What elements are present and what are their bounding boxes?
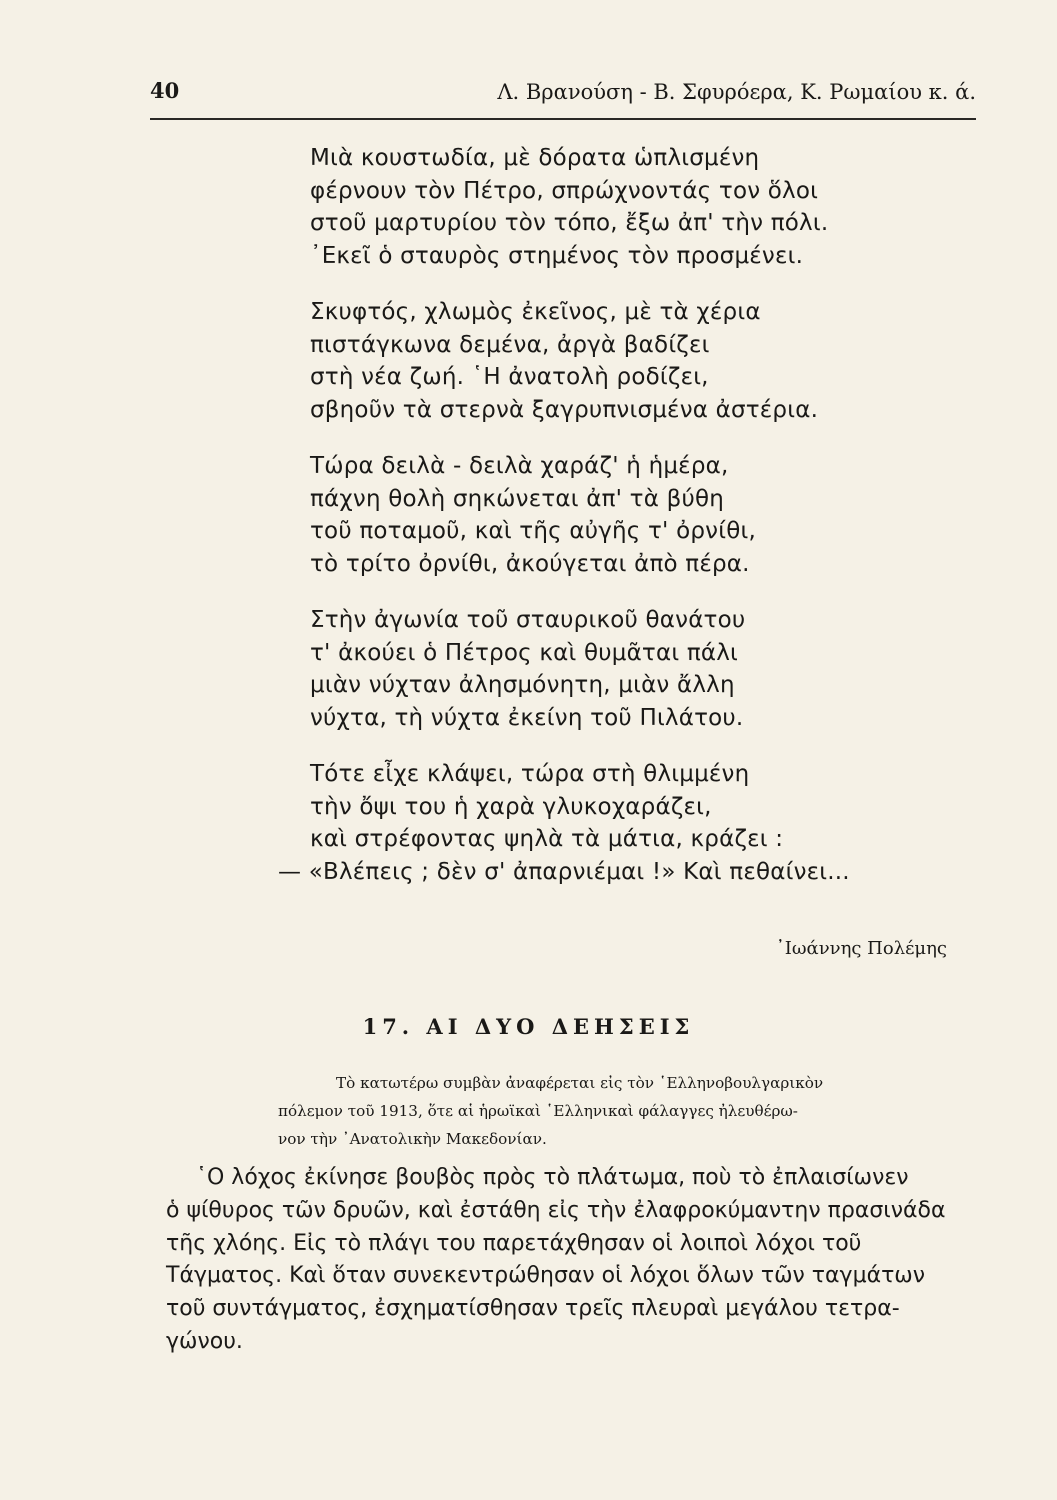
poem-line: — «Βλέπεις ; δὲν σ' ἀπαρνιέμαι !» Καὶ πεθαίνει... bbox=[278, 858, 850, 885]
stanza bbox=[278, 758, 950, 888]
stanza bbox=[310, 604, 950, 734]
poem-line: στὴ νέα ζωή. ῾Η ἀνατολὴ ροδίζει, bbox=[310, 364, 709, 390]
note-line: Τὸ κατωτέρω συμβὰν ἀναφέρεται εἰς τὸν ῾Ελληνοβουλγαρικὸν bbox=[336, 1074, 824, 1092]
poem-line: Μιὰ κουστωδία, μὲ δόρατα ὡπλισμένη bbox=[310, 145, 760, 171]
section-title: 17. ΑΙ ΔΥΟ ΔΕΗΣΕΙΣ bbox=[362, 1014, 695, 1039]
prose-line: τῆς χλόης. Εἰς τὸ πλάγι του παρετάχθησαν οἱ λοιποὶ λόχοι τοῦ bbox=[166, 1230, 862, 1256]
stanza bbox=[310, 296, 950, 426]
poem-line: τ' ἀκούει ὁ Πέτρος καὶ θυμᾶται πάλι bbox=[310, 639, 739, 666]
poem-line: Τότε εἶχε κλάψει, τώρα στὴ θλιμμένη bbox=[310, 761, 750, 787]
poem-line: τὸ τρίτο ὀρνίθι, ἀκούγεται ἀπὸ πέρα. bbox=[310, 550, 750, 577]
page-number: 40 bbox=[150, 78, 180, 103]
running-head: Λ. Βρανούση - Β. Σφυρόερα, Κ. Ρωμαίου κ. ά. bbox=[497, 80, 976, 104]
poem-line: πάχνη θολὴ σηκώνεται ἀπ' τὰ βύθη bbox=[310, 485, 725, 512]
note-line: νον τὴν ᾿Ανατολικὴν Μακεδονίαν. bbox=[278, 1130, 547, 1148]
prose-line: γώνου. bbox=[166, 1328, 243, 1354]
poem-author: ᾿Ιωάννης Πολέμης bbox=[775, 938, 947, 959]
prose-line: ὁ ψίθυρος τῶν δρυῶν, καὶ ἐστάθη εἰς τὴν ἐλαφροκύμαντην πρασινάδα bbox=[166, 1197, 946, 1223]
section-note bbox=[278, 1069, 964, 1153]
stanza bbox=[310, 450, 950, 580]
poem-line: Στὴν ἀγωνία τοῦ σταυρικοῦ θανάτου bbox=[310, 607, 746, 633]
poem-line: Τώρα δειλὰ - δειλὰ χαράζ' ἡ ἡμέρα, bbox=[310, 453, 729, 479]
prose-line: ῾Ο λόχος ἐκίνησε βουβὸς πρὸς τὸ πλάτωμα, ποὺ τὸ ἐπλαισίωνεν bbox=[196, 1165, 909, 1190]
poem-line: Σκυφτός, χλωμὸς ἐκεῖνος, μὲ τὰ χέρια bbox=[310, 299, 761, 325]
prose-line: Τάγματος. Καὶ ὅταν συνεκεντρώθησαν οἱ λόχοι ὅλων τῶν ταγμάτων bbox=[166, 1263, 926, 1289]
poem-line: καὶ στρέφοντας ψηλὰ τὰ μάτια, κράζει : bbox=[310, 826, 784, 852]
stanza bbox=[310, 142, 950, 272]
prose-line: τοῦ συντάγματος, ἐσχηματίσθησαν τρεῖς πλευραὶ μεγάλου τετρα- bbox=[166, 1296, 900, 1322]
poem-line: στοῦ μαρτυρίου τὸν τόπο, ἔξω ἀπ' τὴν πόλι. bbox=[310, 210, 829, 236]
poem-line: τὴν ὄψι του ἡ χαρὰ γλυκοχαράζει, bbox=[310, 793, 712, 820]
poem-line: ᾿Εκεῖ ὁ σταυρὸς στημένος τὸν προσμένει. bbox=[310, 242, 804, 269]
poem-line: νύχτα, τὴ νύχτα ἐκείνη τοῦ Πιλάτου. bbox=[310, 704, 744, 731]
section-body bbox=[166, 1162, 986, 1359]
poem-line: μιὰν νύχταν ἀλησμόνητη, μιὰν ἄλλη bbox=[310, 672, 735, 698]
note-line: πόλεμον τοῦ 1913, ὅτε αἱ ἡρωϊκαὶ ῾Ελληνικαὶ φάλαγγες ἠλευθέρω- bbox=[278, 1102, 798, 1120]
poem-line: φέρνουν τὸν Πέτρο, σπρώχνοντάς τον ὅλοι bbox=[310, 177, 819, 204]
page-header bbox=[150, 78, 976, 120]
poem bbox=[278, 142, 950, 912]
poem-line: τοῦ ποταμοῦ, καὶ τῆς αὐγῆς τ' ὀρνίθι, bbox=[310, 518, 756, 544]
poem-line: πιστάγκωνα δεμένα, ἀργὰ βαδίζει bbox=[310, 331, 710, 358]
poem-line: σβηοῦν τὰ στερνὰ ξαγρυπνισμένα ἀστέρια. bbox=[310, 396, 819, 423]
